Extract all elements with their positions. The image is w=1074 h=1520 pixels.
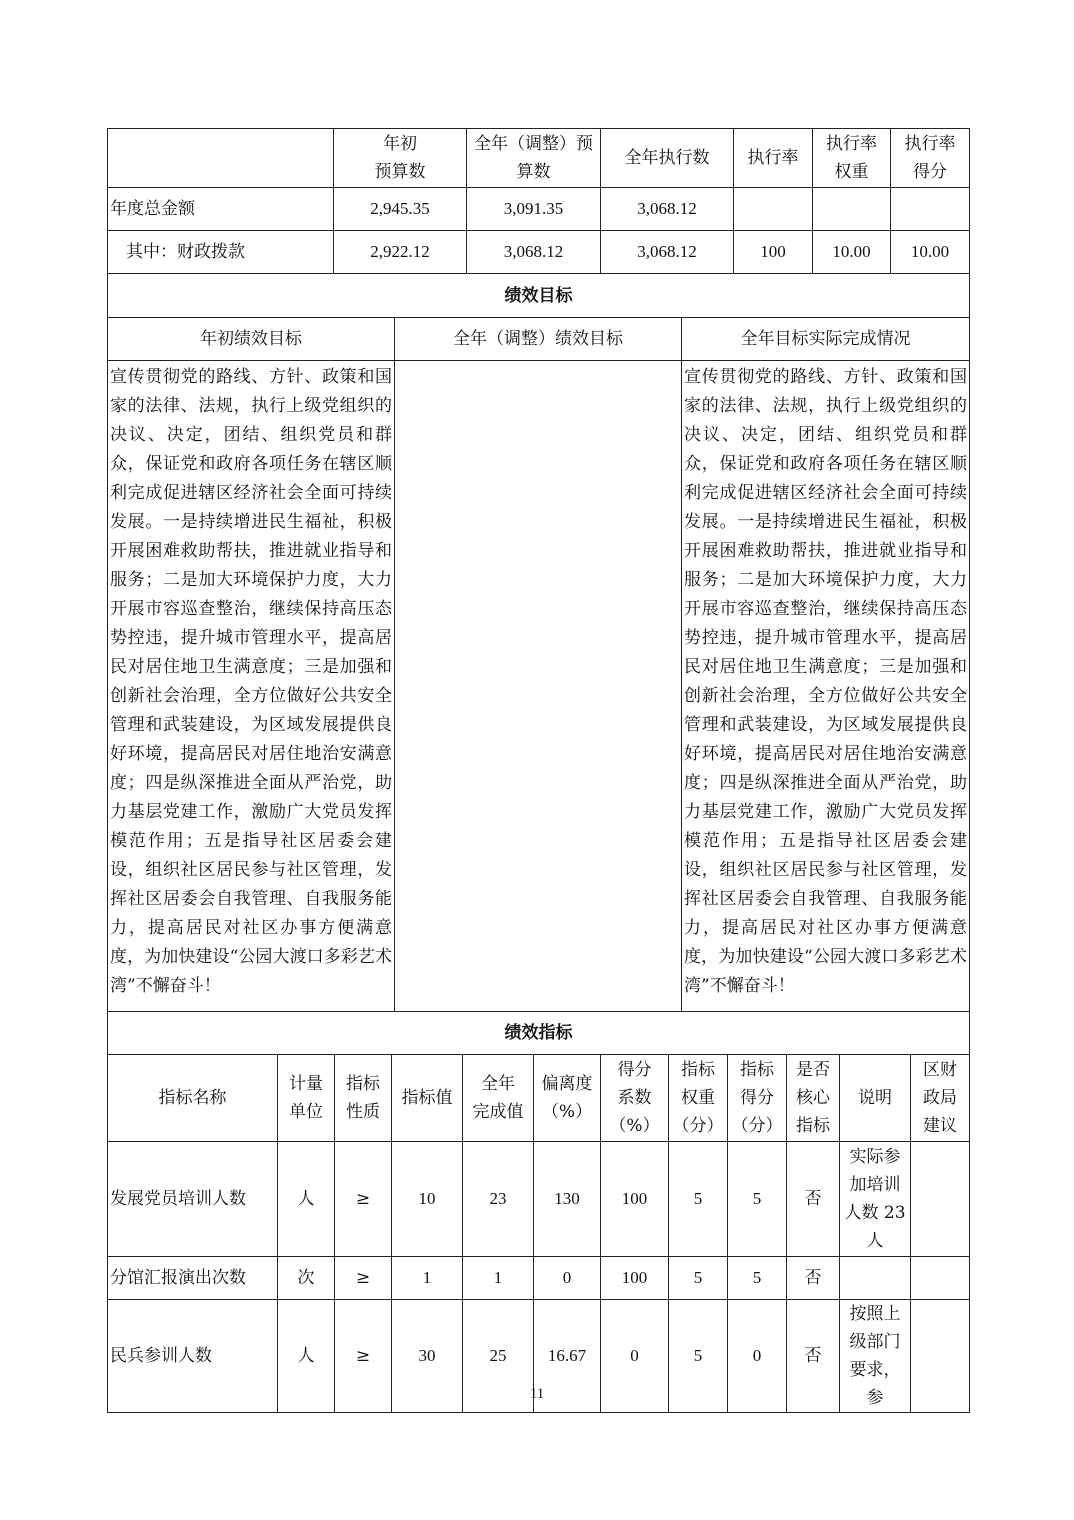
ind-header-unit: 计量 单位 [278, 1055, 335, 1142]
goals-header-adjusted: 全年（调整）绩效目标 [395, 318, 682, 361]
ind-cell-coef: 100 [601, 1257, 669, 1300]
goals-actual-text: 宣传贯彻党的路线、方针、政策和国家的法律、法规，执行上级党组织的决议、决定，团结、组织党员和群众，保证党和政府各项任务在辖区顺利完成促进辖区经济社会全面可持续发展。一是持续增进民生福祉，积极开展困难救助帮扶，推进就业指导和服务；二是加大环境保护力度，大力开展市容巡查整治，继续保持高压态势控违，提升城市管理水平，提高居民对居住地卫生满意度；三是加强和创新社会治理，全方位做好公共安全管理和武装建设，为区域发展提供良好环境，提高居民对居住地治安满意度；四是纵深推进全面从严治党，助力基层党建工作，激励广大党员发挥模范作用；五是指导社区居委会建设，组织社区居民参与社区管理，发挥社区居委会自我管理、自我服务能力，提高居民对社区办事方便满意度，为加快建设“公园大渡口多彩艺术湾”不懈奋斗！ [682, 361, 970, 1012]
ind-cell-core: 否 [787, 1142, 840, 1257]
ind-cell-name: 民兵参训人数 [108, 1300, 278, 1413]
ind-header-nature: 指标 性质 [335, 1055, 392, 1142]
indicators-title: 绩效指标 [108, 1012, 970, 1055]
ind-cell-name: 发展党员培训人数 [108, 1142, 278, 1257]
goals-title-row [108, 274, 970, 318]
ind-cell-core: 否 [787, 1257, 840, 1300]
ind-header-core: 是否 核心 指标 [787, 1055, 840, 1142]
budget-cell-rate: 100 [734, 231, 813, 274]
ind-cell-deviation: 0 [534, 1257, 601, 1300]
indicators-title-row [108, 1012, 970, 1055]
budget-header-initial: 年初 预算数 [334, 129, 467, 188]
budget-cell-score [891, 188, 970, 231]
indicators-table [107, 1011, 970, 1413]
goals-initial-text: 宣传贯彻党的路线、方针、政策和国家的法律、法规，执行上级党组织的决议、决定，团结、组织党员和群众，保证党和政府各项任务在辖区顺利完成促进辖区经济社会全面可持续发展。一是持续增进民生福祉，积极开展困难救助帮扶，推进就业指导和服务；二是加大环境保护力度，大力开展市容巡查整治，继续保持高压态势控违，提升城市管理水平，提高居民对居住地卫生满意度；三是加强和创新社会治理，全方位做好公共安全管理和武装建设，为区域发展提供良好环境，提高居民对居住地治安满意度；四是纵深推进全面从严治党，助力基层党建工作，激励广大党员发挥模范作用；五是指导社区居委会建设，组织社区居民参与社区管理，发挥社区居委会自我管理、自我服务能力，提高居民对社区办事方便满意度，为加快建设“公园大渡口多彩艺术湾”不懈奋斗！ [108, 361, 395, 1012]
budget-row-label: 其中：财政拨款 [108, 231, 334, 274]
ind-cell-coef: 100 [601, 1142, 669, 1257]
budget-row-label: 年度总金额 [108, 188, 334, 231]
ind-cell-actual: 25 [463, 1300, 534, 1413]
budget-cell-initial: 2,922.12 [334, 231, 467, 274]
ind-cell-note [840, 1257, 911, 1300]
budget-header-executed: 全年执行数 [601, 129, 734, 188]
ind-cell-weight: 5 [669, 1257, 728, 1300]
ind-cell-unit: 人 [278, 1142, 335, 1257]
ind-cell-actual: 23 [463, 1142, 534, 1257]
ind-cell-nature: ≥ [335, 1142, 392, 1257]
budget-cell-weight [813, 188, 891, 231]
ind-cell-score: 5 [728, 1257, 787, 1300]
ind-cell-deviation: 16.67 [534, 1300, 601, 1413]
goals-adjusted-text [395, 361, 682, 1012]
budget-row-total [108, 188, 970, 231]
budget-header-adjusted: 全年（调整）预 算数 [467, 129, 601, 188]
budget-table [107, 128, 970, 274]
goals-content-row [108, 361, 970, 1012]
ind-cell-unit: 次 [278, 1257, 335, 1300]
ind-cell-nature: ≥ [335, 1300, 392, 1413]
page-number: 11 [529, 1386, 545, 1402]
goals-header-row [108, 318, 970, 361]
ind-header-deviation: 偏离度 （%） [534, 1055, 601, 1142]
ind-header-actual: 全年 完成值 [463, 1055, 534, 1142]
ind-header-coef: 得分 系数 （%） [601, 1055, 669, 1142]
budget-cell-initial: 2,945.35 [334, 188, 467, 231]
ind-header-name: 指标名称 [108, 1055, 278, 1142]
budget-cell-executed: 3,068.12 [601, 188, 734, 231]
ind-cell-score: 0 [728, 1300, 787, 1413]
ind-cell-nature: ≥ [335, 1257, 392, 1300]
ind-cell-target: 30 [392, 1300, 463, 1413]
ind-cell-target: 10 [392, 1142, 463, 1257]
ind-header-advice: 区财 政局 建议 [911, 1055, 970, 1142]
ind-cell-coef: 0 [601, 1300, 669, 1413]
ind-cell-score: 5 [728, 1142, 787, 1257]
ind-cell-unit: 人 [278, 1300, 335, 1413]
ind-cell-note: 按照上级部门要求，参 [840, 1300, 911, 1413]
budget-header-row [108, 129, 970, 188]
budget-header-score: 执行率 得分 [891, 129, 970, 188]
goals-header-initial: 年初绩效目标 [108, 318, 395, 361]
budget-cell-score: 10.00 [891, 231, 970, 274]
budget-cell-adjusted: 3,068.12 [467, 231, 601, 274]
ind-cell-target: 1 [392, 1257, 463, 1300]
ind-header-target: 指标值 [392, 1055, 463, 1142]
ind-cell-deviation: 130 [534, 1142, 601, 1257]
ind-cell-advice [911, 1142, 970, 1257]
budget-cell-weight: 10.00 [813, 231, 891, 274]
budget-header-rate: 执行率 [734, 129, 813, 188]
ind-cell-weight: 5 [669, 1142, 728, 1257]
goals-table [107, 273, 970, 1012]
budget-cell-rate [734, 188, 813, 231]
ind-cell-name: 分馆汇报演出次数 [108, 1257, 278, 1300]
goals-header-actual: 全年目标实际完成情况 [682, 318, 970, 361]
budget-header-blank [108, 129, 334, 188]
budget-header-weight: 执行率 权重 [813, 129, 891, 188]
budget-row-fiscal [108, 231, 970, 274]
ind-cell-note: 实际参加培训人数 23 人 [840, 1142, 911, 1257]
ind-header-score: 指标 得分 （分） [728, 1055, 787, 1142]
indicator-row [108, 1142, 970, 1257]
goals-title: 绩效目标 [108, 274, 970, 318]
budget-cell-executed: 3,068.12 [601, 231, 734, 274]
ind-header-weight: 指标 权重 （分） [669, 1055, 728, 1142]
indicators-header-row [108, 1055, 970, 1142]
ind-cell-core: 否 [787, 1300, 840, 1413]
ind-cell-weight: 5 [669, 1300, 728, 1413]
indicator-row [108, 1257, 970, 1300]
ind-cell-actual: 1 [463, 1257, 534, 1300]
budget-cell-adjusted: 3,091.35 [467, 188, 601, 231]
ind-cell-advice [911, 1257, 970, 1300]
ind-header-note: 说明 [840, 1055, 911, 1142]
